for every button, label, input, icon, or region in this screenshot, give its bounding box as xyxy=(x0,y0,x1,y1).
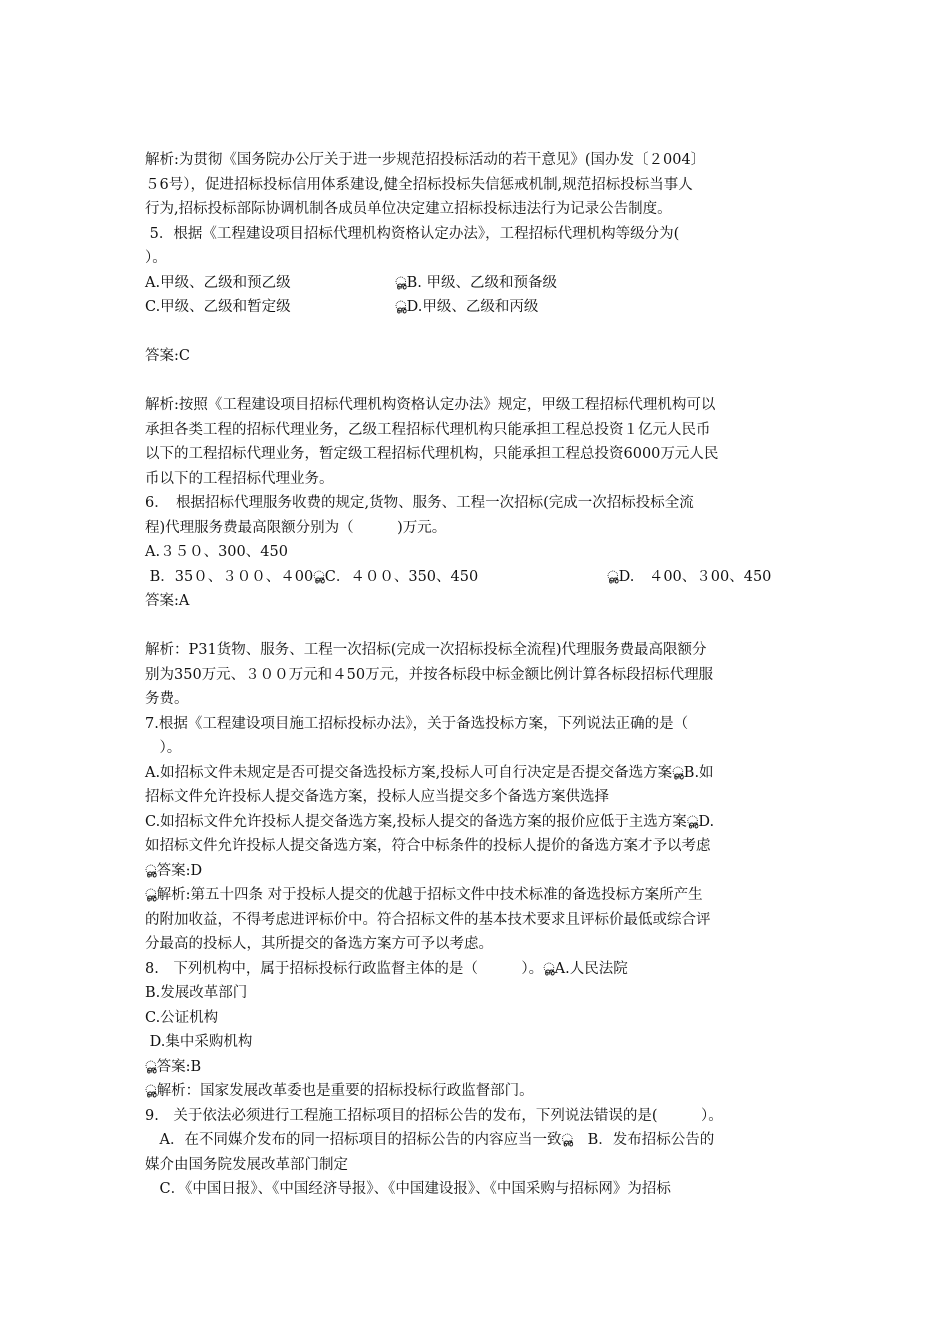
question-8-stem: 8. 下列机构中，属于招标投标行政监督主体的是（ ）。ൢA.人民法院 xyxy=(145,960,628,977)
q6-option-a: A.３５０、300、450 xyxy=(145,544,288,560)
q6-option-b-c: B．35０、３００、４00ൢC．４００、350、450 xyxy=(145,568,479,585)
analysis-q6-and-more xyxy=(145,638,810,1202)
q5-option-a: A.甲级、乙级和预乙级 xyxy=(145,274,291,291)
q9-option-c: C．《中国日报》、《中国经济导报》、《中国建设报》、《中国采购与招标网》为招标 xyxy=(145,1181,671,1197)
q5-options-row-1 xyxy=(145,271,810,296)
text-line: 分最高的投标人，其所提交的备选方案方可予以考虑。 xyxy=(145,936,493,952)
q7-option-a: A.如招标文件未规定是否可提交备选投标方案,投标人可自行决定是否提交备选方案ൢB.如 xyxy=(145,764,714,781)
q6-option-d: ൢD. ４00、３00、450 xyxy=(607,568,772,585)
q8-answer: ൢ答案:B xyxy=(145,1058,202,1075)
text-line: 行为,招标投标部际协调机制各成员单位决定建立招标投标违法行为记录公告制度。 xyxy=(145,201,672,217)
analysis-q4-block xyxy=(145,148,810,271)
question-6-stem-end: 程)代理服务费最高限额分别为（ )万元。 xyxy=(145,519,447,536)
question-5-stem-end: ）。 xyxy=(145,250,167,266)
q5-options-row-2 xyxy=(145,295,810,320)
q7-option-b: 招标文件允许投标人提交备选方案，投标人应当提交多个备选方案供选择 xyxy=(145,789,609,805)
question-7-stem-end: ）。 xyxy=(145,740,182,756)
text-line: 以下的工程招标代理业务，暂定级工程招标代理机构，只能承担工程总投资6000万元人民 xyxy=(145,446,719,462)
q8-analysis: ൢ解析：国家发展改革委也是重要的招标投标行政监督部门。 xyxy=(145,1083,534,1099)
text-line: 媒介由国务院发展改革部门制定 xyxy=(145,1156,348,1173)
text-line: 解析:为贯彻《国务院办公厅关于进一步规范招投标活动的若干意见》(国办发〔２004〕 xyxy=(145,152,706,168)
question-5-stem: 5．根据《工程建设项目招标代理机构资格认定办法》，工程招标代理机构等级分为( xyxy=(145,225,680,242)
q5-option-d: ൢD.甲级、乙级和丙级 xyxy=(395,299,539,315)
q9-option-a-b: A．在不同媒介发布的同一招标项目的招标公告的内容应当一致ൢ B．发布招标公告的 xyxy=(145,1132,715,1148)
text-line: 解析：P31货物、服务、工程一次招标(完成一次招标投标全流程)代理服务费最高限额分 xyxy=(145,642,707,658)
q5-option-c: C.甲级、乙级和暂定级 xyxy=(145,299,291,315)
q5-answer: 答案:C xyxy=(145,348,190,364)
q6-options-row xyxy=(145,565,810,590)
q7-option-d: 如招标文件允许投标人提交备选方案，符合中标条件的投标人提价的备选方案才予以考虑 xyxy=(145,838,711,854)
q7-option-c: C.如招标文件允许投标人提交备选方案,投标人提交的备选方案的报价应低于主选方案ൢD. xyxy=(145,813,715,830)
text-line: ５6号），促进招标投标信用体系建设,健全招标投标失信惩戒机制,规范招标投标当事人 xyxy=(145,176,693,193)
q5-option-b: ൢB. 甲级、乙级和预备级 xyxy=(395,274,557,291)
q7-analysis: ൢ解析:第五十四条 对于投标人提交的优越于招标文件中技术标准的备选投标方案所产生 xyxy=(145,887,703,903)
text-line: 务费。 xyxy=(145,691,189,707)
q6-answer: 答案:A xyxy=(145,593,190,609)
question-7-stem: 7.根据《工程建设项目施工招标投标办法》，关于备选投标方案，下列说法正确的是（ xyxy=(145,715,689,732)
question-9-stem: 9. 关于依法必须进行工程施工招标项目的招标公告的发布，下列说法错误的是( ）。 xyxy=(145,1107,723,1124)
question-6-stem: 6． 根据招标代理服务收费的规定,货物、服务、工程一次招标(完成一次招标投标全流 xyxy=(145,495,694,511)
text-line: 别为350万元、３００万元和４50万元，并按各标段中标金额比例计算各标段招标代理服 xyxy=(145,666,714,683)
analysis-q5-block xyxy=(145,393,810,565)
text-line: 币以下的工程招标代理业务。 xyxy=(145,470,334,487)
text-line: 解析:按照《工程建设项目招标代理机构资格认定办法》规定，甲级工程招标代理机构可以 xyxy=(145,397,716,413)
q8-option-c: C.公证机构 xyxy=(145,1009,219,1026)
text-line: 的附加收益，不得考虑进评标价中。符合招标文件的基本技术要求且评标价最低或综合评 xyxy=(145,911,711,928)
q8-option-b: B.发展改革部门 xyxy=(145,985,248,1001)
document-page xyxy=(145,148,810,1202)
q8-option-d: D.集中采购机构 xyxy=(145,1034,253,1050)
q7-answer: ൢ答案:D xyxy=(145,862,203,879)
text-line: 承担各类工程的招标代理业务，乙级工程招标代理机构只能承担工程总投资１亿元人民币 xyxy=(145,421,711,438)
